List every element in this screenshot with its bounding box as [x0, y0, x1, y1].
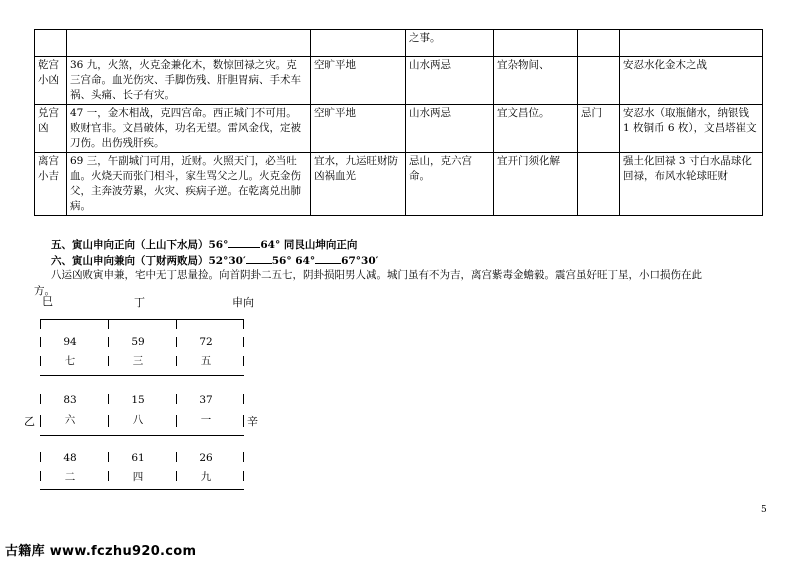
cell-mountain-water-number: 83	[63, 394, 77, 406]
paragraph-line-2: 方。	[34, 285, 55, 297]
cell-period-star: 五	[200, 355, 212, 367]
grid-line	[40, 489, 244, 490]
usage-cell: 宜开门须化解	[494, 153, 578, 216]
cell-mountain-water-number: 94	[63, 336, 77, 348]
description-cell	[67, 30, 311, 57]
palace-cell	[35, 30, 67, 57]
description-cell: 47 一，金木相战，克四宫命。西正城门不可用。败财官非。文昌破体，功名无望。雷风金伐，定被刀伤。出伤残肝疾。	[67, 105, 311, 153]
grid-line	[40, 319, 244, 320]
grid-line	[40, 375, 244, 376]
feng-shui-table	[34, 29, 763, 216]
mountain-water-cell: 忌山，克六宫命。	[406, 153, 494, 216]
cell-period-star: 六	[64, 414, 76, 426]
section-five-title: 五、寅山申向正向（上山下水局）56°	[51, 239, 229, 251]
palace-cell: 离宫 小吉	[35, 153, 67, 216]
cell-period-star: 一	[200, 414, 212, 426]
side-label-left: 乙	[24, 415, 35, 428]
footer-site-link[interactable]: 古籍库 www.fczhu920.com	[5, 544, 197, 559]
usage-cell: 宜杂物间、	[494, 57, 578, 105]
door-cell	[578, 153, 620, 216]
cell-period-star: 八	[132, 414, 144, 426]
description-cell: 36 九，火煞，火克金兼化木，数惊回禄之灾。克三宫命。血光伤灾、手脚伤残、肝胆胃病、手术车祸、头痛、长子有灾。	[67, 57, 311, 105]
grid-line	[40, 435, 244, 436]
outside-cell: 宜水，九运旺财防凶祸血光	[311, 153, 406, 216]
cell-period-star: 七	[64, 355, 76, 367]
cell-mountain-water-number: 26	[199, 452, 213, 464]
remedy-cell: 安忍水（取瓶储水，纳银钱 1 枚铜币 6 枚），文昌塔崔文	[620, 105, 763, 153]
section-six-a: 56°	[271, 255, 292, 267]
cell-mountain-water-number: 15	[131, 394, 145, 406]
top-label-mid: 丁	[134, 296, 145, 309]
palace-cell: 乾宫 小凶	[35, 57, 67, 105]
table-row	[35, 105, 763, 153]
blank-line	[228, 237, 260, 248]
palace-cell: 兑宫 凶	[35, 105, 67, 153]
description-cell: 69 三，午副城门可用，近财。火照天门，必当吐血。火烧天而张门相斗，家生骂父之儿。火克金伤父，主奔波劳累，火灾、疾病子逆。在乾离兑出肺病。	[67, 153, 311, 216]
section-five-heading	[51, 237, 357, 252]
mountain-water-cell: 山水两忌	[406, 57, 494, 105]
remedy-cell	[620, 30, 763, 57]
blank-line	[246, 253, 272, 264]
mountain-water-cell: 之事。	[406, 30, 494, 57]
outside-cell	[311, 30, 406, 57]
cell-mountain-water-number: 59	[131, 336, 145, 348]
section-six-b: 64°	[295, 255, 316, 267]
section-five-tail: 同艮山坤向正向	[283, 239, 358, 251]
door-cell: 忌门	[578, 105, 620, 153]
door-cell	[578, 57, 620, 105]
cell-period-star: 二	[64, 471, 76, 483]
cell-mountain-water-number: 61	[131, 452, 145, 464]
side-label-right: 辛	[247, 415, 258, 428]
top-label-left: 巳	[42, 295, 53, 308]
cell-period-star: 九	[200, 471, 212, 483]
table-row	[35, 30, 763, 57]
cell-mountain-water-number: 72	[199, 336, 213, 348]
section-six-title: 六、寅山申向兼向（丁财两败局）52°30′	[51, 255, 246, 267]
section-six-c: 67°30′	[341, 255, 379, 267]
usage-cell: 宜文昌位。	[494, 105, 578, 153]
outside-cell: 空旷平地	[311, 105, 406, 153]
page-number: 5	[761, 505, 767, 515]
section-six-heading	[51, 253, 378, 268]
cell-period-star: 三	[132, 355, 144, 367]
remedy-cell: 强土化回禄 3 寸白水晶球化回禄，布风水轮球旺财	[620, 153, 763, 216]
usage-cell	[494, 30, 578, 57]
cell-mountain-water-number: 48	[63, 452, 77, 464]
blank-line	[315, 253, 341, 264]
mountain-water-cell: 山水两忌	[406, 105, 494, 153]
cell-period-star: 四	[132, 471, 144, 483]
paragraph-line-1: 八运凶败寅申兼，宅中无丁思量捡。向首阴卦二五七，阴卦损阳男人减。城门虽有不为吉，离宫紫毒金蟾毅。震宫虽好旺丁星，小口损伤在此	[51, 269, 702, 281]
table-row	[35, 153, 763, 216]
section-five-mid: 64°	[260, 239, 281, 251]
cell-mountain-water-number: 37	[199, 394, 213, 406]
table-row	[35, 57, 763, 105]
door-cell	[578, 30, 620, 57]
flying-star-chart	[40, 319, 244, 490]
outside-cell: 空旷平地	[311, 57, 406, 105]
remedy-cell: 安忍水化金木之战	[620, 57, 763, 105]
top-label-right: 申向	[232, 296, 254, 309]
